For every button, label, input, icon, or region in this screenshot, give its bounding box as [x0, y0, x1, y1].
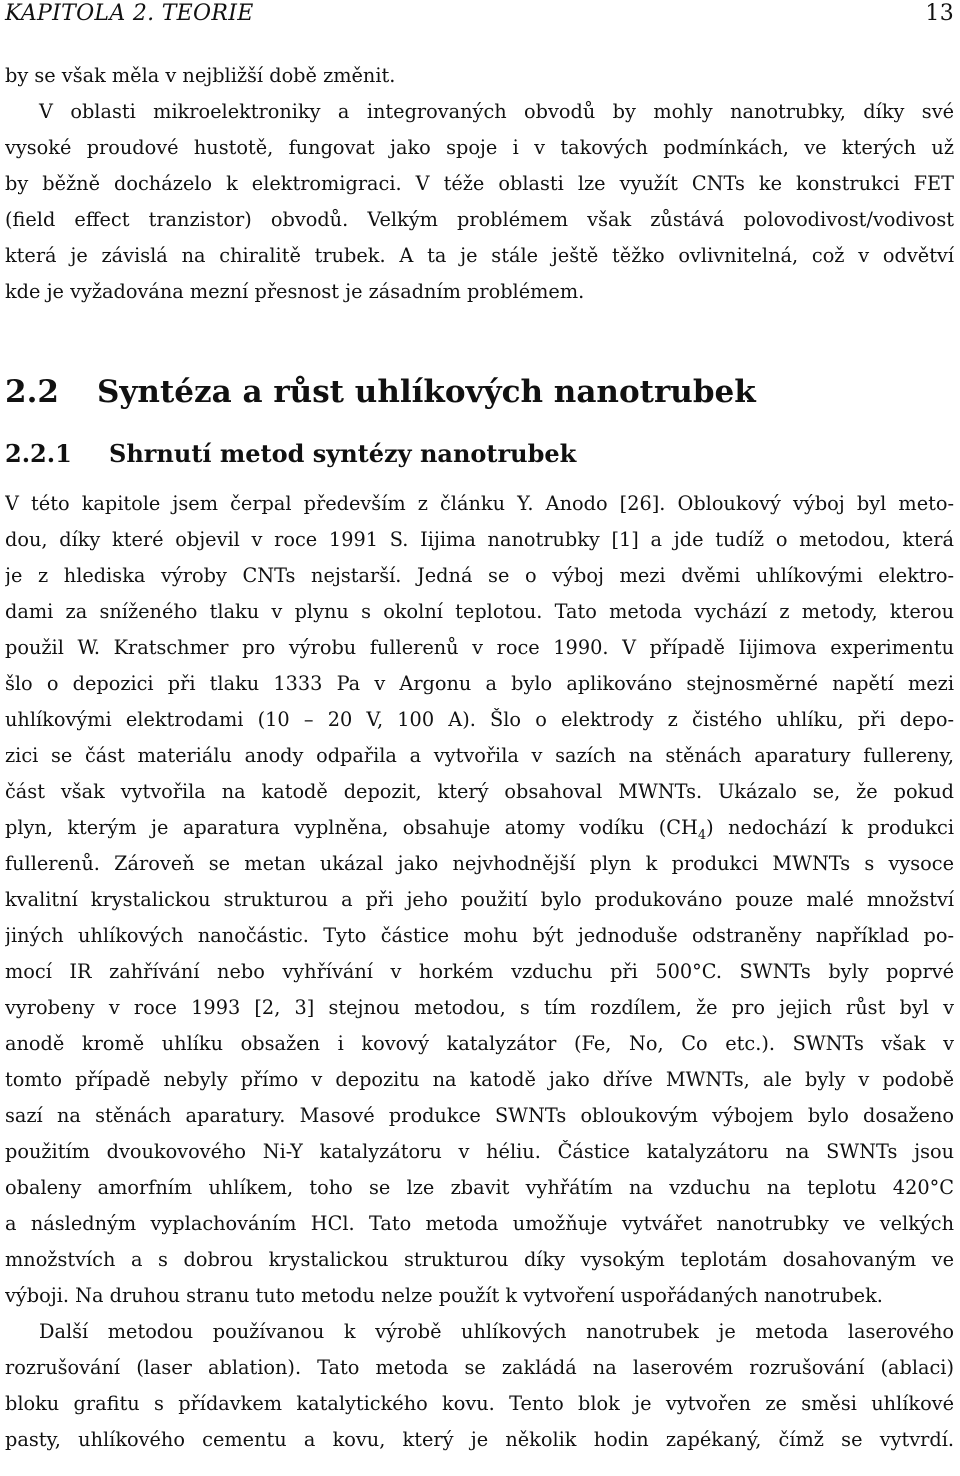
subscript: 4 [697, 827, 707, 843]
text-line: je z hlediska výroby CNTs nejstarší. Jedná se o výboj mezi dvěmi uhlíkovými elektro- [5, 564, 954, 587]
text-line: by se však měla v nejbližší době změnit. [5, 64, 396, 87]
section-heading [5, 366, 954, 418]
text-line: by běžně docházelo k elektromigraci. V téže oblasti lze využít CNTs ke konstrukci FET [5, 172, 954, 195]
text-line: mocí IR zahřívání nebo vyhřívání v horkém vzduchu při 500°C. SWNTs byly poprvé [5, 960, 954, 983]
text-line: rozrušování (laser ablation). Tato metoda se zakládá na laserovém rozrušování (ablaci) [5, 1356, 954, 1379]
text-line: obaleny amorfním uhlíkem, toho se lze zbavit vyhřátím na vzduchu na teplotu 420°C [5, 1176, 954, 1199]
text-line: jiných uhlíkových nanočástic. Tyto částice mohu být jednoduše odstraněny například po- [5, 924, 954, 947]
text-line: množstvích a s dobrou krystalickou strukturou díky vysokým teplotám dosahovaným ve [5, 1248, 954, 1271]
text-line: část však vytvořila na katodě depozit, který obsahoval MWNTs. Ukázalo se, že pokud [5, 780, 954, 803]
section-title: Syntéza a růst uhlíkových nanotrubek [97, 374, 756, 410]
text-line: použil W. Kratschmer pro výrobu fullerenů v roce 1990. V případě Iijimova experimentu [5, 636, 954, 659]
page-number: 13 [925, 1, 954, 26]
text-line: pasty, uhlíkového cementu a kovu, který je několik hodin zapékaný, čímž se vytvrdí. [5, 1428, 954, 1451]
text-line: uhlíkovými elektrodami (10 – 20 V, 100 A). Šlo o elektrody z čistého uhlíku, při depo- [5, 708, 954, 731]
text-line: vyrobeny v roce 1993 [2, 3] stejnou metodou, s tím rozdílem, že pro jejich růst byl v [5, 996, 954, 1019]
text-line: (field effect tranzistor) obvodů. Velkým problémem však zůstává polovodivost/vodivost [5, 208, 954, 231]
text-line: zici se část materiálu anody odpařila a vytvořila v sazích na stěnách aparatury fullereny, [5, 744, 954, 767]
text-line: dou, díky které objevil v roce 1991 S. Iijima nanotrubky [1] a jde tudíž o metodou, která [5, 528, 954, 551]
text-line: výboji. Na druhou stranu tuto metodu nelze použít k vytvoření uspořádaných nanotrubek. [5, 1284, 883, 1307]
text-line: šlo o depozici při tlaku 1333 Pa v Argonu a bylo aplikováno stejnosměrné napětí mezi [5, 672, 954, 695]
text-line: V oblasti mikroelektroniky a integrovaných obvodů by mohly nanotrubky, díky své [39, 100, 954, 123]
section-number: 2.2 [5, 374, 59, 410]
text-line: která je závislá na chiralitě trubek. A ta je stále ještě těžko ovlivnitelná, což v odvětví [5, 244, 954, 267]
text-line: bloku grafitu s přídavkem katalytického kovu. Tento blok je vytvořen ze směsi uhlíkové [5, 1392, 954, 1415]
chapter-header: KAPITOLA 2. TEORIE [5, 1, 254, 26]
text-line: a následným vyplachováním HCl. Tato metoda umožňuje vytvářet nanotrubky ve velkých [5, 1212, 954, 1235]
text-line: anodě kromě uhlíku obsažen i kovový katalyzátor (Fe, No, Co etc.). SWNTs však v [5, 1032, 954, 1055]
paragraph-arc-discharge [5, 492, 954, 1320]
subsection-heading [5, 432, 954, 476]
text-line: kvalitní krystalickou strukturou a při jeho použití bylo produkováno pouze malé množství [5, 888, 954, 911]
intro-paragraph [5, 64, 954, 316]
text-line: tomto případě nebyly přímo v depozitu na katodě jako dříve MWNTs, ale byly v podobě [5, 1068, 954, 1091]
subsection-title: Shrnutí metod syntézy nanotrubek [109, 439, 577, 468]
running-header [5, 0, 954, 30]
text-line: V této kapitole jsem čerpal především z článku Y. Anodo [26]. Obloukový výboj byl meto- [5, 492, 954, 515]
subsection-number: 2.2.1 [5, 439, 72, 468]
text-line: dami za sníženého tlaku v plynu s okolní teplotou. Tato metoda vychází z metody, kterou [5, 600, 954, 623]
text-fragment: plyn, kterým je aparatura vyplněna, obsahuje atomy vodíku (CH [5, 816, 698, 839]
text-line: sazí na stěnách aparatury. Masové produkce SWNTs obloukovým výbojem bylo dosaženo [5, 1104, 954, 1127]
paragraph-laser-ablation [5, 1320, 954, 1464]
text-fragment: ) nedochází k produkci [706, 816, 954, 839]
text-line: Další metodou používanou k výrobě uhlíkových nanotrubek je metoda laserového [39, 1320, 954, 1343]
text-line: použitím dvoukovového Ni-Y katalyzátoru v héliu. Částice katalyzátoru na SWNTs jsou [5, 1140, 954, 1163]
text-line-ch4 [5, 816, 954, 852]
text-line: fullerenů. Zároveň se metan ukázal jako nejvhodnější plyn k produkci MWNTs s vysoce [5, 852, 954, 875]
text-line: kde je vyžadována mezní přesnost je zásadním problémem. [5, 280, 585, 303]
text-line: vysoké proudové hustotě, fungovat jako spoje i v takových podmínkách, ve kterých už [5, 136, 954, 159]
